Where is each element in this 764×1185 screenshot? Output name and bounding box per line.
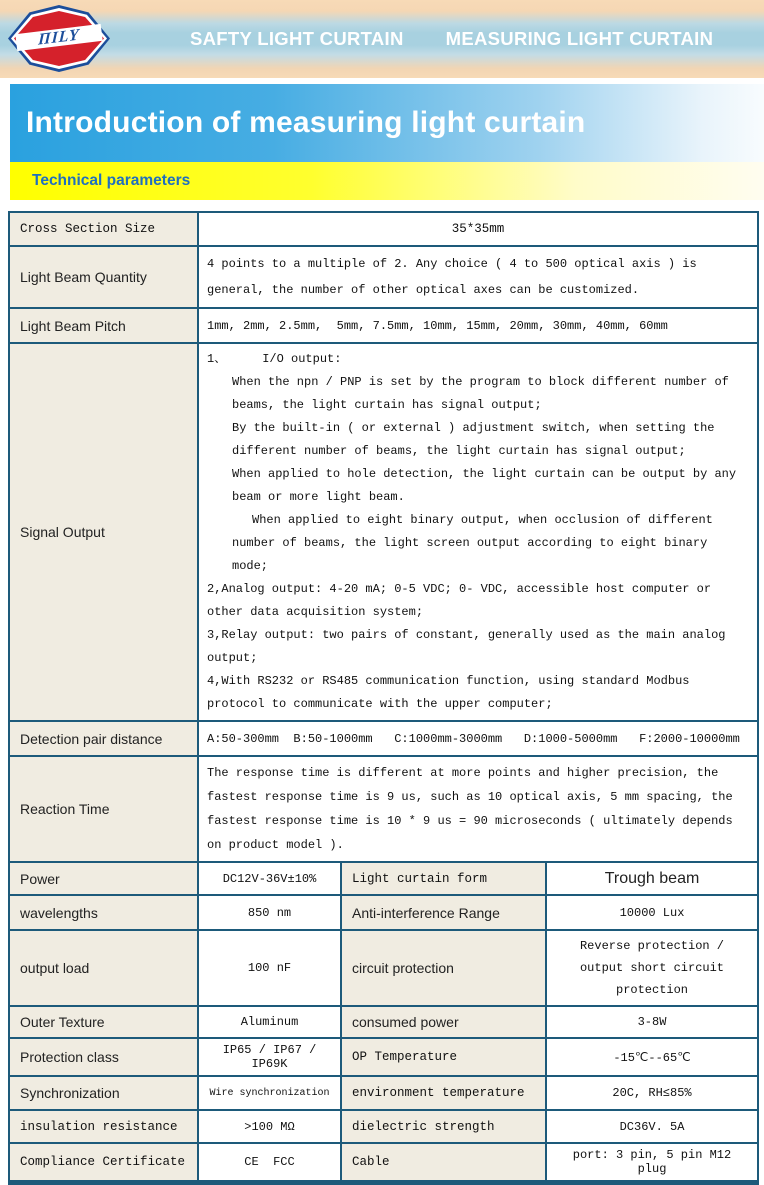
row-label: Power (20, 870, 60, 887)
row-value: 4 points to a multiple of 2. Any choice ( 4 to 500 optical axis ) is general, the number of other optical axes can be customized. (207, 257, 704, 297)
row-label-cell (341, 1038, 546, 1076)
row-label-cell (341, 862, 546, 895)
row-label: consumed power (352, 1014, 459, 1030)
row-label: environment temperature (352, 1086, 525, 1100)
row-label: Anti-interference Range (352, 904, 500, 921)
table-row (9, 1076, 758, 1110)
row-value: 850 nm (247, 905, 292, 920)
row-label-cell (9, 308, 198, 343)
row-label-cell (9, 1006, 198, 1038)
row-value-cell (546, 1143, 758, 1183)
table-row (9, 756, 758, 862)
table-row (9, 1038, 758, 1076)
row-value: The response time is different at more points and higher precision, the fastest response time is 9 us, such as 10 optical axis, 5 mm spacing, the fastest response time is 10 * 9 us = 90 microseconds ( ultimately depends on product model ). (207, 766, 740, 852)
row-value: 100 nF (247, 961, 292, 975)
row-value-cell (198, 862, 341, 895)
nav-item-safety-light-curtain[interactable]: SAFTY LIGHT CURTAIN (190, 28, 404, 49)
section-title: Technical parameters (32, 172, 191, 189)
row-label-cell (9, 1143, 198, 1183)
row-label: Outer Texture (20, 1014, 105, 1030)
row-value-cell (198, 1006, 341, 1038)
signal-output-line: 4,With RS232 or RS485 communication function, using standard Modbus protocol to communicate with the upper computer; (207, 674, 697, 711)
row-label-cell (341, 1143, 546, 1183)
table-row (9, 895, 758, 930)
row-value-cell (198, 1110, 341, 1143)
signal-output-line: 1、 I/O output: (207, 352, 342, 366)
row-label-cell (9, 756, 198, 862)
table-row (9, 1110, 758, 1143)
top-header (0, 0, 764, 78)
signal-output-line: By the built-in ( or external ) adjustment switch, when setting the different number of beams, the light curtain has signal output; (232, 421, 722, 458)
row-label: Synchronization (20, 1085, 120, 1101)
table-row (9, 343, 758, 721)
row-label-cell (9, 895, 198, 930)
row-label-cell (9, 930, 198, 1006)
table-row (9, 308, 758, 343)
row-value: 1mm, 2mm, 2.5mm, 5mm, 7.5mm, 10mm, 15mm, 20mm, 30mm, 40mm, 60mm (207, 318, 668, 333)
header-nav (190, 0, 713, 78)
row-value: Wire synchronization (209, 1087, 330, 1099)
row-label: Light Beam Quantity (20, 269, 147, 285)
row-value: Aluminum (240, 1015, 299, 1029)
table-row (9, 721, 758, 756)
logo-text: ΠILY (37, 25, 81, 49)
row-label: Protection class (20, 1049, 119, 1065)
row-label: OP Temperature (352, 1050, 458, 1064)
row-label: Compliance Certificate (20, 1155, 186, 1169)
row-label-cell (341, 1110, 546, 1143)
row-value-cell (198, 930, 341, 1006)
row-label-cell (9, 343, 198, 721)
row-value: DC36V. 5A (619, 1119, 685, 1134)
row-value-cell (546, 1110, 758, 1143)
row-label: circuit protection (352, 960, 454, 976)
row-label-cell (341, 1006, 546, 1038)
table-row (9, 212, 758, 246)
table-row (9, 1006, 758, 1038)
row-value: CE FCC (244, 1155, 295, 1169)
row-label: Cable (352, 1155, 390, 1169)
row-value-cell (198, 1038, 341, 1076)
row-value: 10000 Lux (619, 905, 685, 920)
row-value-cell (546, 930, 758, 1006)
row-value-cell (546, 862, 758, 895)
table-row (9, 930, 758, 1006)
page-title: Introduction of measuring light curtain (26, 106, 586, 139)
row-label-cell (9, 1038, 198, 1076)
row-value: A:50-300mm B:50-1000mm C:1000mm-3000mm D:1000-5000mm F:2000-10000mm (207, 731, 740, 746)
brand-logo (8, 5, 110, 72)
row-value: 3-8W (637, 1015, 667, 1029)
row-label-cell (9, 1076, 198, 1110)
row-value: -15℃--65℃ (613, 1050, 691, 1065)
row-label: Light Beam Pitch (20, 317, 126, 334)
nav-item-measuring-light-curtain[interactable]: MEASURING LIGHT CURTAIN (445, 28, 714, 49)
row-value: IP65 / IP67 / IP69K (222, 1043, 324, 1071)
row-value-cell (198, 756, 758, 862)
spec-table (8, 211, 759, 1185)
row-value-cell (198, 1076, 341, 1110)
signal-output-line: 2,Analog output: 4-20 mA; 0-5 VDC; 0- VDC, accessible host computer or other data acquisition system; (207, 582, 719, 619)
signal-output-line: When the npn / PNP is set by the program to block different number of beams, the light curtain has signal output; (232, 375, 737, 412)
row-label: Detection pair distance (20, 730, 163, 747)
row-label: Signal Output (20, 524, 105, 540)
row-value: DC12V-36V±10% (222, 871, 317, 886)
row-value-cell (198, 343, 758, 721)
row-value-cell (546, 895, 758, 930)
row-value: Trough beam (604, 869, 700, 887)
page-title-banner (10, 84, 764, 162)
row-label: Light curtain form (352, 871, 488, 886)
row-value: port: 3 pin, 5 pin M12 plug (572, 1148, 739, 1176)
table-row (9, 862, 758, 895)
row-label: insulation resistance (20, 1119, 178, 1134)
row-label-cell (9, 246, 198, 308)
row-label-cell (9, 1110, 198, 1143)
row-value-cell (198, 721, 758, 756)
row-value-cell (198, 212, 758, 246)
row-label: output load (20, 960, 90, 976)
row-label-cell (9, 212, 198, 246)
row-label-cell (9, 862, 198, 895)
signal-output-line: When applied to hole detection, the light curtain can be output by any beam or more light beam. (232, 467, 744, 504)
row-value: 20C, RH≤85% (612, 1086, 692, 1100)
signal-output-line: 3,Relay output: two pairs of constant, generally used as the main analog output; (207, 628, 733, 665)
row-label-cell (341, 930, 546, 1006)
table-row (9, 1143, 758, 1183)
row-label: Reaction Time (20, 801, 110, 817)
row-label-cell (341, 895, 546, 930)
row-value-cell (546, 1006, 758, 1038)
row-value-cell (198, 1143, 341, 1183)
row-value-cell (198, 308, 758, 343)
row-value: >100 MΩ (244, 1119, 295, 1134)
row-value: 35*35mm (451, 222, 505, 236)
signal-output-line: When applied to eight binary output, when occlusion of different number of beams, the light screen output according to eight binary mode; (232, 513, 721, 573)
row-value-cell (546, 1076, 758, 1110)
row-label: dielectric strength (352, 1119, 495, 1134)
row-value-cell (198, 246, 758, 308)
row-label-cell (9, 721, 198, 756)
section-bar (10, 162, 764, 200)
table-row (9, 246, 758, 308)
row-label: wavelengths (20, 904, 98, 921)
row-value-cell (546, 1038, 758, 1076)
row-label-cell (341, 1076, 546, 1110)
row-value-cell (198, 895, 341, 930)
row-value: Reverse protection / output short circuit protection (579, 939, 732, 997)
row-label: Cross Section Size (20, 222, 156, 236)
